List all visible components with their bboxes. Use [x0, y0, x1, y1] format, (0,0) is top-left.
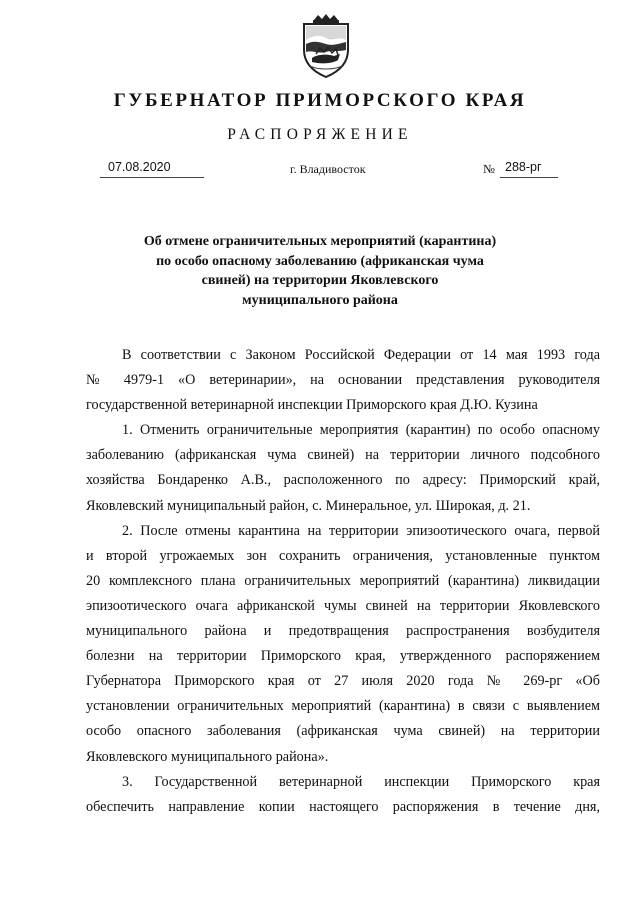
body-line: и второй угрожаемых зон сохранить ограничения, установленные пунктом — [86, 547, 600, 564]
body-line: обеспечить направление копии настоящего распоряжения в течение дня, — [86, 798, 600, 815]
body-line: государственной ветеринарной инспекции Приморского края Д.Ю. Кузина — [86, 397, 538, 414]
body-line: болезни на территории Приморского края, утвержденного распоряжением — [86, 648, 600, 665]
body-line: В соответствии с Законом Российской Федерации от 14 мая 1993 года — [122, 347, 600, 363]
subject-line: Об отмене ограничительных мероприятий (карантина) — [143, 234, 497, 249]
body-line: муниципального района и предотвращения распространения возбудителя — [86, 623, 600, 640]
number-underline — [500, 177, 558, 178]
date-underline — [100, 177, 204, 178]
body-line: эпизоотического очага африканской чумы свиней на территории Яковлевского — [86, 597, 600, 614]
subject-line: по особо опасному заболеванию (африканская чума — [156, 253, 484, 269]
body-line: 2. После отмены карантина на территории эпизоотического очага, первой — [122, 522, 600, 539]
document-place: г. Владивосток — [290, 162, 366, 176]
body-line: особо опасного заболевания (африканская чума свиней) на территории — [86, 723, 600, 740]
body-line: № 4979-1 «О ветеринарии», на основании представления руководителя — [86, 372, 600, 389]
coat-of-arms-emblem — [298, 14, 354, 78]
body-line: Яковлевский муниципальный район, с. Минеральное, ул. Широкая, д. 21. — [86, 497, 531, 514]
number-sign: № — [483, 162, 495, 176]
document-type: РАСПОРЯЖЕНИЕ — [227, 126, 413, 143]
subject-line: муниципального района — [242, 292, 398, 308]
body-line: установлении ограничительных мероприятий (карантина) в связи с выявлением — [86, 698, 600, 715]
document-number: 288-рг — [505, 160, 542, 174]
document-subject — [0, 232, 640, 310]
subject-line: свиней) на территории Яковлевского — [201, 273, 439, 288]
document-date: 07.08.2020 — [108, 160, 171, 174]
body-line: 1. Отменить ограничительные мероприятия (карантин) по особо опасному — [122, 422, 600, 439]
body-line: 20 комплексного плана ограничительных мероприятий (карантина) ликвидации — [86, 572, 600, 589]
body-line: Яковлевского муниципального района». — [86, 748, 329, 765]
body-line: Губернатора Приморского края от 27 июля 2020 года № 269-рг «Об — [86, 673, 600, 690]
registration-row — [0, 160, 640, 182]
issuer-title: ГУБЕРНАТОР ПРИМОРСКОГО КРАЯ — [113, 90, 527, 111]
document-body — [86, 343, 600, 820]
body-line: 3. Государственной ветеринарной инспекции Приморского края — [122, 773, 600, 790]
body-line: заболеванию (африканская чума свиней) на территории личного подсобного — [86, 447, 600, 464]
body-line: хозяйства Бондаренко А.В., расположенного по адресу: Приморский край, — [86, 472, 600, 489]
